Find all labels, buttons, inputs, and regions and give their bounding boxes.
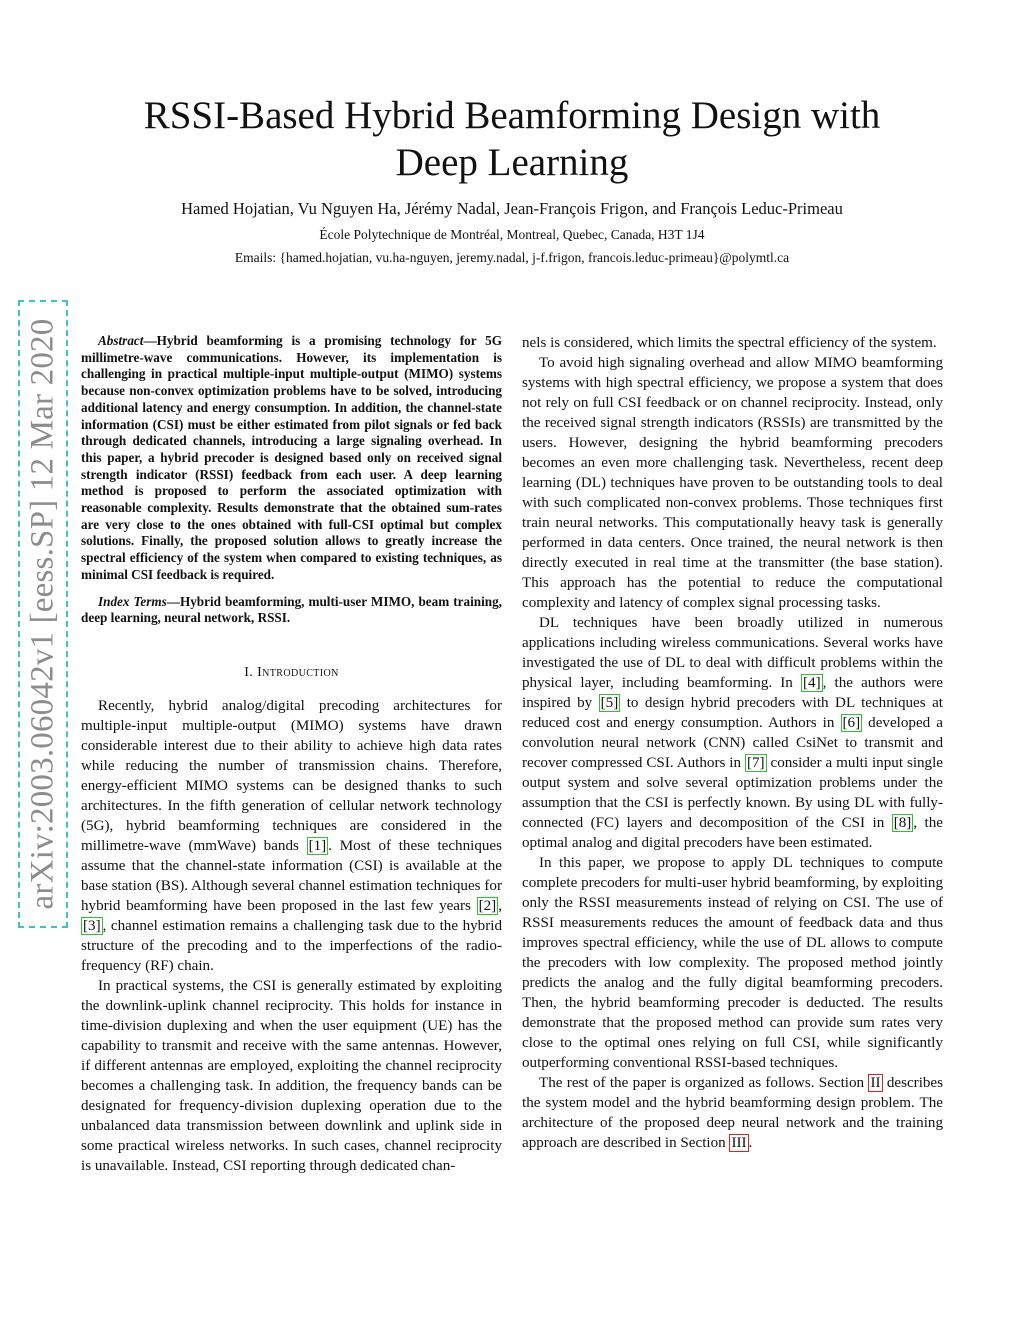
right-column <box>522 333 943 1153</box>
paragraph-text: , the optimal analog and digital precoders have been estimated. <box>522 815 943 851</box>
index-terms <box>81 594 502 627</box>
citation-link[interactable]: [3] <box>83 917 101 934</box>
citation-link[interactable]: [7] <box>746 755 765 771</box>
section-heading-introduction <box>81 664 502 682</box>
affiliation: École Polytechnique de Montréal, Montreal, Quebec, Canada, H3T 1J4 <box>319 227 705 242</box>
section-numeral: I. <box>244 664 254 680</box>
intro-paragraph-4 <box>522 613 943 853</box>
paragraph-text: , <box>498 897 502 914</box>
section-title: Introduction <box>257 664 339 680</box>
paragraph-text: , the authors were inspired by <box>522 675 943 711</box>
paragraph-text: DL techniques have been broadly utilized in numerous applications including wireless communications. Several works have investigated the use of DL to deal with difficult problems within the physical layer, including beamforming. In <box>522 615 943 691</box>
citation-link[interactable]: [4] <box>803 675 821 691</box>
citation-link[interactable]: [5] <box>600 695 619 711</box>
abstract-text: —Hybrid beamforming is a promising technology for 5G millimetre-wave communications. However, its implementation is challenging in practical multiple-input multiple-output (MIMO) systems because non-convex optimization problems have to be solved, introducing additional latency and energy consumption. In addition, the channel-state information (CSI) must be either estimated from pilot signals or fed back through dedicated channels, introducing a large signaling overhead. In this paper, a hybrid precoder is designed based only on received signal strength indicator (RSSI) feedback from each user. A deep learning method is proposed to perform the associated optimization with reasonable complexity. Results demonstrate that the obtained sum-rates are very close to the ones obtained with full-CSI optimal but complex solutions. Finally, the proposed solution allows to greatly increase the spectral efficiency of the system when compared to existing techniques, as minimal CSI feedback is required. <box>81 333 502 582</box>
intro-paragraph-6 <box>522 1073 943 1153</box>
arxiv-stamp[interactable] <box>18 300 68 928</box>
citation-link[interactable]: [2] <box>478 897 497 914</box>
index-terms-label: Index Terms <box>98 593 167 609</box>
paragraph-text: developed a convolution neural network (CNN) called CsiNet to transmit and recover compressed CSI. Authors in <box>522 715 943 771</box>
paragraph-text: , channel estimation remains a challenging task due to the hybrid structure of the precoding and to the imperfections of the radio-frequency (RF) chain. <box>81 917 502 974</box>
author-list: Hamed Hojatian, Vu Nguyen Ha, Jérémy Nadal, Jean-François Frigon, and François Leduc-Primeau <box>181 199 843 218</box>
citation-link[interactable]: [1] <box>308 837 327 854</box>
intro-paragraph-2-cont: nels is considered, which limits the spectral efficiency of the system. <box>522 335 937 351</box>
intro-paragraph-1 <box>81 696 502 976</box>
left-column <box>81 333 502 1176</box>
index-terms-text: —Hybrid beamforming, multi-user MIMO, beam training, deep learning, neural network, RSSI. <box>81 593 502 626</box>
paragraph-text: to design hybrid precoders with DL techniques at reduced cost and energy consumption. Authors in <box>522 695 943 731</box>
intro-paragraph-2: In practical systems, the CSI is generally estimated by exploiting the downlink-uplink channel reciprocity. This holds for instance in time-division duplexing and when the user equipment (UE) has the capability to transmit and receive with the same antennas. However, if different antennas are employed, exploiting the channel reciprocity becomes a challenging task. In addition, the frequency bands can be designated for frequency-division duplexing operation due to the unbalanced data transmission between downlink and uplink side in some practical wireless networks. In such cases, channel reciprocity is unavailable. Instead, CSI reporting through dedicated chan- <box>81 977 502 1174</box>
intro-paragraph-3: To avoid high signaling overhead and allow MIMO beamforming systems with high spectral efficiency, we propose a system that does not rely on full CSI feedback or on channel reciprocity. Instead, only the received signal strength indicators (RSSIs) are transmitted by the users. However, designing the hybrid beamforming precoders becomes an even more challenging task. Nevertheless, recent deep learning (DL) techniques have proven to be outstanding tools to deal with such complicated non-convex problems. Those techniques first train neural networks. This computationally heavy task is generally performed in data centers. Once trained, the neural network is then directly executed in real time at the transmitter (the base station). This approach has the potential to reduce the computational complexity and latency of complex signal processing tasks. <box>522 355 943 611</box>
paragraph-text: consider a multi input single output system and solve several optimization problems under the assumption that the CSI is perfectly known. By using DL with fully-connected (FC) layers and decomposition of the CSI in <box>522 755 943 831</box>
paragraph-text: Recently, hybrid analog/digital precoding architectures for multiple-input multiple-output (MIMO) systems have drawn considerable interest due to their ability to achieve high data rates while reducing the number of transmission chains. Therefore, energy-efficient MIMO systems can be designed thanks to such architectures. In the fifth generation of cellular network technology (5G), hybrid beamforming techniques are considered in the millimetre-wave (mmWave) bands <box>81 697 502 854</box>
paragraph-text: . Most of these techniques assume that the channel-state information (CSI) is available at the base station (BS). Although several channel estimation techniques for hybrid beamforming have been proposed in the last few years <box>81 837 502 914</box>
arxiv-stamp-text[interactable]: arXiv:2003.06042v1 [eess.SP] 12 Mar 2020 <box>24 318 61 910</box>
paper-title: RSSI-Based Hybrid Beamforming Design with Deep Learning <box>143 94 881 184</box>
paragraph-text: The rest of the paper is organized as follows. Section <box>539 1075 869 1091</box>
paragraph-text: describes the system model and the hybrid beamforming design problem. The architecture of the proposed deep neural network and the training approach are described in Section <box>522 1075 944 1151</box>
section-ref-link[interactable]: II <box>870 1075 881 1091</box>
citation-link[interactable]: [6] <box>842 715 861 731</box>
author-emails: Emails: {hamed.hojatian, vu.ha-nguyen, jeremy.nadal, j-f.frigon, francois.leduc-primeau}@polymtl.ca <box>234 250 790 265</box>
abstract-label: Abstract <box>98 333 144 348</box>
paragraph-text: . <box>748 1135 753 1151</box>
abstract <box>81 333 502 584</box>
intro-paragraph-5: In this paper, we propose to apply DL techniques to compute complete precoders for multi-user hybrid beamforming, by exploiting only the RSSI measurements instead of relying on CSI. The use of RSSI measurements reduces the amount of feedback data and thus improves spectral efficiency, while the use of DL allows to compute the precoders with low complexity. The proposed method jointly predicts the analog and the fully digital beamforming precoders. Then, the hybrid beamforming precoder is deducted. The results demonstrate that the proposed method can provide sum rates very close to the optimal ones relying on full CSI, while significantly outperforming conventional RSSI-based techniques. <box>522 855 943 1071</box>
section-ref-link[interactable]: III <box>731 1135 747 1151</box>
citation-link[interactable]: [8] <box>893 815 912 831</box>
